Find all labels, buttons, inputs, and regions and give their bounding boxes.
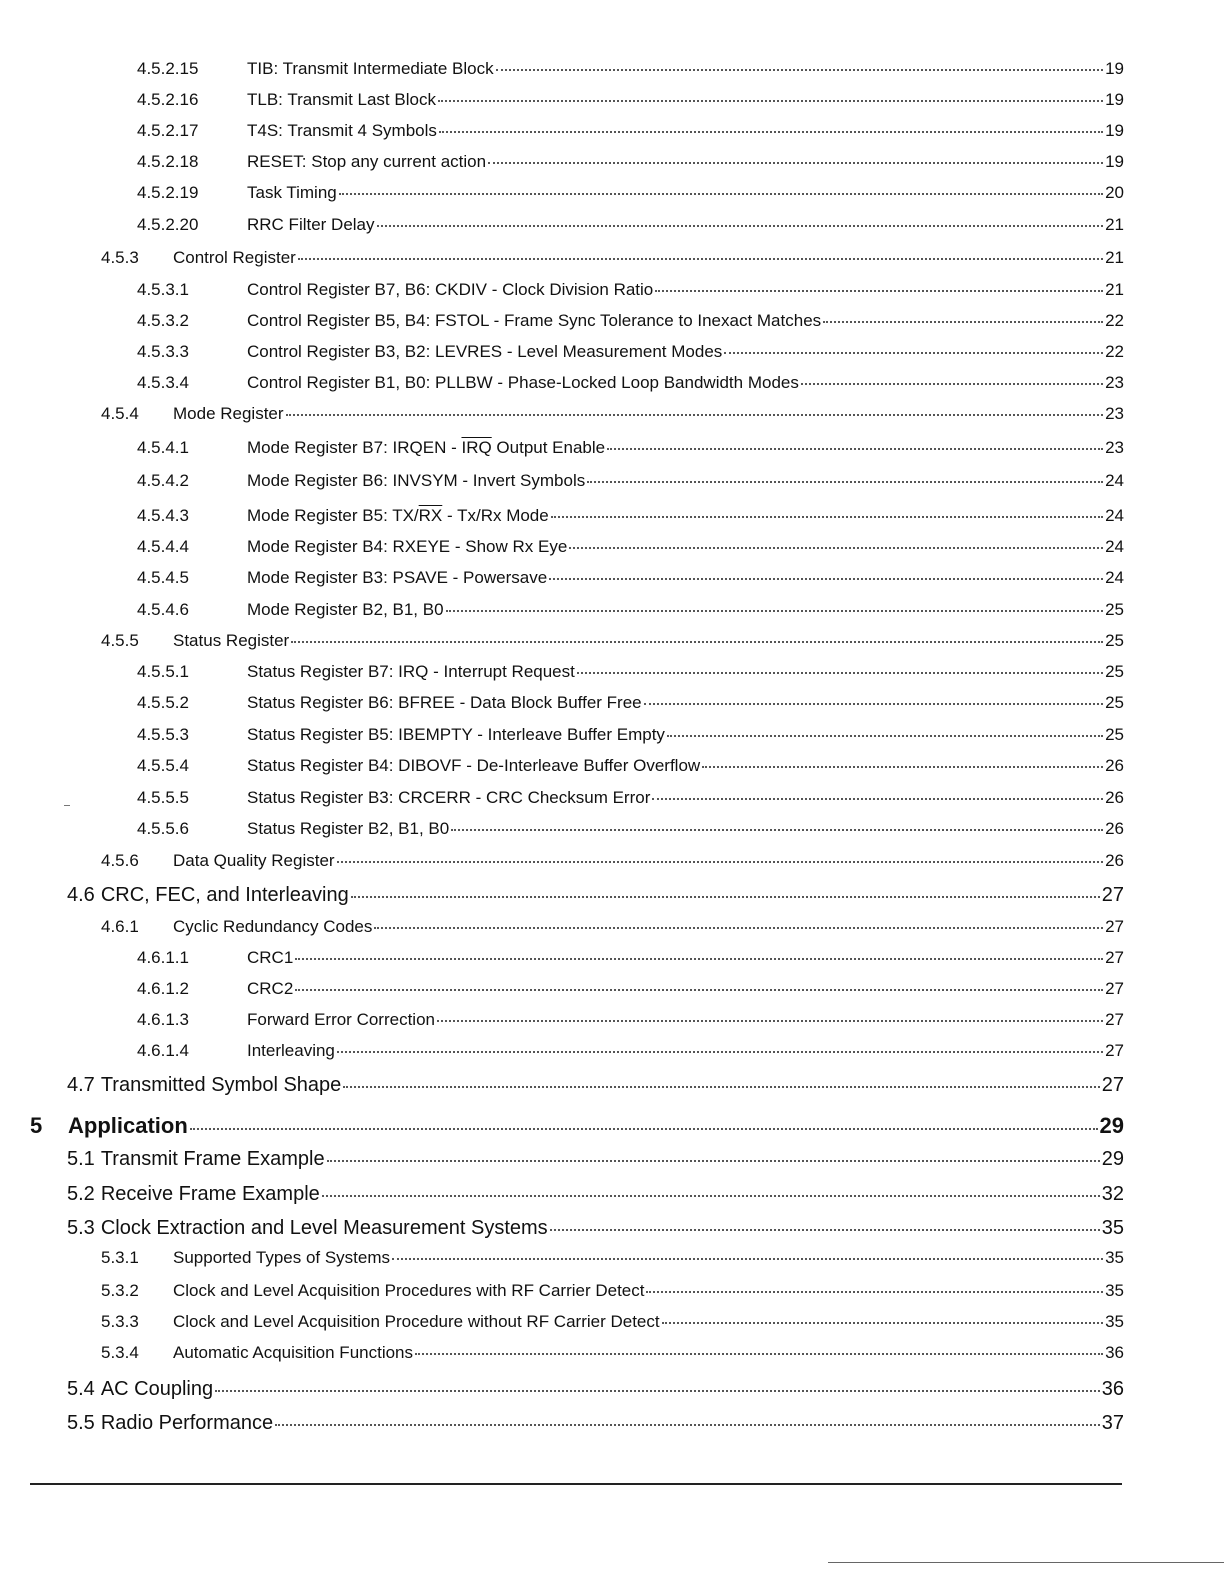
toc-entry-page: 24 — [1105, 537, 1124, 556]
dot-leader — [215, 1390, 1100, 1392]
dot-leader — [439, 131, 1103, 133]
dot-leader — [496, 69, 1103, 71]
toc-entry-title-text: Status Register B2, B1, B0 — [247, 819, 450, 838]
toc-entry-title-text: Clock Extraction and Level Measurement Systems — [100, 1217, 548, 1239]
toc-entry — [137, 152, 1124, 172]
toc-entry-number: 5.3.2 — [101, 1281, 139, 1300]
toc-entry-title — [247, 90, 436, 110]
toc-entry-title-overline: $\overline{IRQ}$ — [461, 438, 492, 457]
toc-entry-number: 4.5.2.19 — [137, 183, 199, 202]
toc-entry-title-text: Status Register B5: IBEMPTY - Interleave Buffer Empty — [247, 725, 665, 744]
dot-leader — [377, 225, 1104, 227]
toc-entry — [101, 1343, 1124, 1363]
toc-entry-title-text: Status Register B4: DIBOVF - De-Interleave Buffer Overflow — [247, 756, 701, 775]
toc-entry — [101, 248, 1124, 268]
dot-leader — [298, 258, 1103, 260]
toc-entry-number: 4.6.1.2 — [137, 979, 189, 998]
toc-entry-title — [247, 311, 821, 331]
footer-rule — [30, 1483, 1122, 1485]
toc-entry-number: 4.5.3 — [101, 248, 139, 267]
toc-entry-title-text: Status Register — [173, 631, 290, 650]
toc-entry-title — [247, 662, 575, 682]
toc-entry — [67, 1182, 1124, 1206]
toc-entry — [137, 506, 1124, 526]
toc-entry-title-text: Transmit Frame Example — [100, 1148, 325, 1170]
dot-leader — [607, 448, 1103, 450]
toc-entry-number: 4.5.5.5 — [137, 788, 189, 807]
toc-entry — [137, 183, 1124, 203]
toc-entry-title — [247, 506, 549, 526]
toc-entry-page: 29 — [1101, 1148, 1124, 1170]
toc-entry-title — [101, 1216, 548, 1240]
toc-entry-title — [68, 1113, 188, 1139]
toc-entry — [137, 471, 1124, 491]
toc-entry-number: 5.2 — [67, 1183, 95, 1205]
toc-entry — [137, 662, 1124, 682]
toc-entry-page: 21 — [1105, 280, 1124, 299]
toc-entry-title — [173, 631, 289, 651]
dot-leader — [374, 927, 1103, 929]
dot-leader — [415, 1353, 1103, 1355]
toc-entry-page: 25 — [1105, 693, 1124, 712]
toc-entry-title-text: Control Register B7, B6: CKDIV - Clock Division Ratio — [247, 280, 654, 299]
toc-entry-number: 4.5.3.1 — [137, 280, 189, 299]
toc-entry-title — [247, 537, 567, 557]
toc-entry-title-text: Supported Types of Systems — [173, 1248, 391, 1267]
toc-entry-title-text: CRC2 — [247, 979, 294, 998]
toc-entry — [101, 1312, 1124, 1332]
toc-entry-page: 23 — [1105, 438, 1124, 457]
toc-entry-number: 4.5.3.3 — [137, 342, 189, 361]
toc-entry-number: 5 — [30, 1113, 43, 1138]
toc-entry-title-text: Automatic Acquisition Functions — [173, 1343, 414, 1362]
toc-entry-title — [247, 819, 449, 839]
toc-entry-title-text: Cyclic Redundancy Codes — [173, 917, 373, 936]
toc-entry — [137, 600, 1124, 620]
toc-entry-title-text: Clock and Level Acquisition Procedure without RF Carrier Detect — [173, 1312, 660, 1331]
toc-entry-page: 24 — [1105, 471, 1124, 490]
toc-entry-title-text: Transmitted Symbol Shape — [100, 1074, 342, 1096]
toc-entry — [137, 568, 1124, 588]
toc-entry-title-text: Receive Frame Example — [100, 1183, 320, 1205]
toc-entry-title-text: Status Register B6: BFREE - Data Block Buffer Free — [247, 693, 642, 712]
toc-entry-title-tail: Output Enable — [491, 438, 606, 457]
margin-mark — [64, 805, 70, 806]
toc-entry-number: 4.6.1.4 — [137, 1041, 189, 1060]
toc-entry-number: 4.6.1 — [101, 917, 139, 936]
toc-entry-title — [247, 471, 585, 491]
toc-entry-page: 29 — [1099, 1113, 1124, 1138]
toc-entry-page: 26 — [1105, 788, 1124, 807]
toc-entry-title — [101, 1411, 273, 1435]
toc-entry-number: 4.5.2.18 — [137, 152, 199, 171]
toc-entry — [137, 59, 1124, 79]
dot-leader — [667, 735, 1103, 737]
toc-entry-page: 23 — [1105, 404, 1124, 423]
toc-entry-page: 26 — [1105, 756, 1124, 775]
toc-entry-number: 4.5.2.17 — [137, 121, 199, 140]
toc-entry-title — [101, 1377, 213, 1401]
dot-leader — [339, 193, 1103, 195]
toc-entry — [137, 1041, 1124, 1061]
toc-entry-number: 5.3.1 — [101, 1248, 139, 1267]
dot-leader — [549, 578, 1103, 580]
toc-entry-title-text: RESET: Stop any current action — [247, 152, 487, 171]
toc-entry — [101, 1281, 1124, 1301]
toc-entry — [101, 631, 1124, 651]
toc-entry-title — [101, 1073, 341, 1097]
toc-entry-title — [247, 725, 665, 745]
toc-entry — [137, 342, 1124, 362]
toc-entry-number: 5.3.3 — [101, 1312, 139, 1331]
toc-entry-title-text: Control Register B5, B4: FSTOL - Frame Sync Tolerance to Inexact Matches — [247, 311, 822, 330]
dot-leader — [275, 1424, 1100, 1426]
toc-entry-page: 35 — [1101, 1217, 1124, 1239]
toc-entry — [137, 215, 1124, 235]
toc-entry — [137, 788, 1124, 808]
toc-entry — [67, 1147, 1124, 1171]
toc-entry-number: 4.5.4.6 — [137, 600, 189, 619]
toc-entry-page: 27 — [1101, 884, 1124, 906]
toc-entry — [67, 1411, 1124, 1435]
toc-entry-title-text: Mode Register B7: IRQEN - — [247, 438, 462, 457]
toc-entry-title-text: Mode Register B2, B1, B0 — [247, 600, 444, 619]
toc-entry-title-text: Task Timing — [247, 183, 337, 202]
dot-leader — [437, 1020, 1103, 1022]
toc-entry-title-text: CRC1 — [247, 948, 294, 967]
toc-entry-title-text: Control Register B1, B0: PLLBW - Phase-Locked Loop Bandwidth Modes — [247, 373, 799, 392]
dot-leader — [322, 1195, 1100, 1197]
toc-entry-title — [247, 568, 547, 588]
dot-leader — [451, 829, 1103, 831]
toc-entry-title-text: Mode Register B4: RXEYE - Show Rx Eye — [247, 537, 568, 556]
toc-entry-number: 4.6.1.3 — [137, 1010, 189, 1029]
toc-entry-page: 19 — [1105, 59, 1124, 78]
toc-entry-page: 35 — [1105, 1248, 1124, 1267]
toc-entry-title-text: Radio Performance — [100, 1412, 274, 1434]
toc-entry-title-text: Forward Error Correction — [247, 1010, 435, 1029]
toc-entry-page: 37 — [1101, 1412, 1124, 1434]
toc-entry-number: 4.5.2.15 — [137, 59, 199, 78]
toc-entry-page: 21 — [1105, 215, 1124, 234]
toc-entry-title — [247, 600, 444, 620]
toc-entry-number: 4.5.3.4 — [137, 373, 189, 392]
toc-entry-title-text: Application — [68, 1113, 188, 1138]
toc-entry-number: 4.5.6 — [101, 851, 139, 870]
toc-entry-title — [247, 152, 486, 172]
toc-entry-page: 27 — [1105, 1010, 1124, 1029]
dot-leader — [488, 162, 1103, 164]
toc-entry-title-text: Mode Register — [173, 404, 284, 423]
toc-entry-number: 4.6 — [67, 884, 95, 906]
toc-entry — [137, 373, 1124, 393]
toc-entry-title — [173, 248, 296, 268]
toc-entry — [67, 1216, 1124, 1240]
dot-leader — [801, 383, 1103, 385]
toc-entry-page: 22 — [1105, 342, 1124, 361]
dot-leader — [702, 766, 1103, 768]
toc-entry-title-text: TIB: Transmit Intermediate Block — [247, 59, 494, 78]
toc-entry-page: 35 — [1105, 1312, 1124, 1331]
toc-entry-title-text: Data Quality Register — [173, 851, 335, 870]
toc-entry — [101, 917, 1124, 937]
toc-entry-page: 25 — [1105, 631, 1124, 650]
toc-entry — [101, 404, 1124, 424]
dot-leader — [646, 1291, 1103, 1293]
toc-entry-title — [173, 1312, 660, 1332]
toc-entry — [137, 438, 1124, 458]
toc-entry-title — [101, 1147, 325, 1171]
toc-entry-page: 36 — [1105, 1343, 1124, 1362]
toc-entry-page: 19 — [1105, 152, 1124, 171]
toc-entry-number: 4.5.5.2 — [137, 693, 189, 712]
toc-entry-title-text: Control Register — [173, 248, 296, 267]
toc-entry-page: 25 — [1105, 662, 1124, 681]
toc-entry — [101, 851, 1124, 871]
toc-entry-title-text: Mode Register B6: INVSYM - Invert Symbols — [247, 471, 586, 490]
toc-entry-title — [247, 373, 799, 393]
toc-entry-page: 27 — [1105, 917, 1124, 936]
dot-leader — [392, 1258, 1103, 1260]
dot-leader — [569, 547, 1103, 549]
toc-entry-number: 4.5.2.20 — [137, 215, 199, 234]
toc-entry — [137, 1010, 1124, 1030]
toc-entry-number: 4.6.1.1 — [137, 948, 189, 967]
toc-entry-number: 5.4 — [67, 1378, 95, 1400]
toc-entry-page: 27 — [1105, 1041, 1124, 1060]
toc-entry-number: 4.5.4.1 — [137, 438, 189, 457]
toc-entry — [137, 819, 1124, 839]
toc-entry — [137, 693, 1124, 713]
dot-leader — [327, 1160, 1100, 1162]
toc-entry — [67, 1377, 1124, 1401]
toc-entry-title — [247, 342, 722, 362]
toc-entry-number: 4.5.5.3 — [137, 725, 189, 744]
toc-entry-title-overline: $\overline{RX}$ — [418, 506, 443, 525]
toc-entry-page: 32 — [1101, 1183, 1124, 1205]
toc-entry-title — [247, 979, 293, 999]
toc-entry-page: 27 — [1101, 1074, 1124, 1096]
toc-entry-title — [173, 851, 335, 871]
dot-leader — [438, 100, 1103, 102]
toc-entry-title — [247, 693, 642, 713]
toc-entry — [67, 883, 1124, 907]
toc-entry-page: 26 — [1105, 851, 1124, 870]
toc-entry-title — [247, 215, 375, 235]
dot-leader — [587, 481, 1103, 483]
toc-entry-page: 23 — [1105, 373, 1124, 392]
page-edge-line — [828, 1562, 1224, 1563]
toc-entry-number: 4.5.4 — [101, 404, 139, 423]
toc-entry-title-text: Clock and Level Acquisition Procedures with RF Carrier Detect — [173, 1281, 645, 1300]
toc-entry-title-text: Control Register B3, B2: LEVRES - Level Measurement Modes — [247, 342, 723, 361]
toc-entry-number: 5.5 — [67, 1412, 95, 1434]
toc-entry-page: 35 — [1105, 1281, 1124, 1300]
toc-entry-page: 21 — [1105, 248, 1124, 267]
toc-entry-title — [173, 1281, 644, 1301]
toc-entry — [30, 1113, 1124, 1139]
toc-entry-title — [247, 788, 650, 808]
toc-entry — [137, 979, 1124, 999]
dot-leader — [823, 321, 1103, 323]
toc-entry-number: 5.1 — [67, 1148, 95, 1170]
toc-entry-title — [247, 183, 337, 203]
toc-entry — [137, 90, 1124, 110]
toc-entry — [101, 1248, 1124, 1268]
dot-leader — [351, 896, 1100, 898]
dot-leader — [337, 861, 1104, 863]
dot-leader — [291, 641, 1103, 643]
toc-entry-page: 26 — [1105, 819, 1124, 838]
dot-leader — [655, 290, 1103, 292]
toc-entry-number: 4.5.3.2 — [137, 311, 189, 330]
toc-entry-title-text: CRC, FEC, and Interleaving — [100, 884, 349, 906]
dot-leader — [577, 672, 1103, 674]
toc-entry-title — [173, 1248, 390, 1268]
toc-entry-page: 19 — [1105, 121, 1124, 140]
toc-entry-title-text: Interleaving — [247, 1041, 335, 1060]
toc-entry-number: 4.5.4.3 — [137, 506, 189, 525]
toc-entry-title-text: Status Register B7: IRQ - Interrupt Request — [247, 662, 575, 681]
toc-entry-number: 4.5.5 — [101, 631, 139, 650]
toc-entry — [137, 311, 1124, 331]
toc-entry-title-text: Status Register B3: CRCERR - CRC Checksum Error — [247, 788, 651, 807]
toc-entry-title-text: Mode Register B5: TX/ — [247, 506, 419, 525]
toc-entry — [137, 725, 1124, 745]
toc-entry-title — [101, 1182, 320, 1206]
toc-entry-title-text: RRC Filter Delay — [247, 215, 375, 234]
toc-entry-title — [247, 756, 700, 776]
dot-leader — [337, 1051, 1103, 1053]
toc-entry-title — [247, 438, 605, 458]
toc-entry-title — [247, 1041, 335, 1061]
toc-entry-title-tail: - Tx/Rx Mode — [442, 506, 549, 525]
dot-leader — [550, 1229, 1100, 1231]
toc-entry-page: 27 — [1105, 948, 1124, 967]
toc-entry-title-text: TLB: Transmit Last Block — [247, 90, 436, 109]
toc-entry-title — [247, 948, 293, 968]
toc-entry-title — [247, 1010, 435, 1030]
toc-entry-title — [173, 917, 372, 937]
toc-entry — [137, 948, 1124, 968]
toc-entry-title-text: AC Coupling — [100, 1378, 214, 1400]
toc-entry-number: 4.7 — [67, 1074, 95, 1096]
toc-entry-number: 4.5.2.16 — [137, 90, 199, 109]
toc-entry-number: 5.3 — [67, 1217, 95, 1239]
toc-entry-page: 19 — [1105, 90, 1124, 109]
toc-entry-number: 4.5.4.5 — [137, 568, 189, 587]
toc-entry — [137, 280, 1124, 300]
toc-entry-number: 4.5.5.1 — [137, 662, 189, 681]
dot-leader — [295, 989, 1103, 991]
dot-leader — [446, 610, 1104, 612]
toc-entry-page: 24 — [1105, 506, 1124, 525]
toc-entry-page: 27 — [1105, 979, 1124, 998]
toc-entry-title — [173, 1343, 413, 1363]
toc-entry-title — [247, 280, 653, 300]
toc-entry — [137, 537, 1124, 557]
toc-entry-title — [247, 59, 494, 79]
toc-entry-page: 25 — [1105, 725, 1124, 744]
toc-entry-number: 4.5.5.6 — [137, 819, 189, 838]
toc-entry-title-text: Mode Register B3: PSAVE - Powersave — [247, 568, 548, 587]
dot-leader — [724, 352, 1103, 354]
toc-entry-page: 22 — [1105, 311, 1124, 330]
dot-leader — [644, 703, 1103, 705]
toc-entry-number: 4.5.5.4 — [137, 756, 189, 775]
dot-leader — [190, 1128, 1098, 1130]
toc-entry-title — [173, 404, 284, 424]
toc-entry-title — [101, 883, 349, 907]
toc-entry-title — [247, 121, 437, 141]
toc-entry — [137, 121, 1124, 141]
toc-entry-number: 4.5.4.4 — [137, 537, 189, 556]
dot-leader — [551, 516, 1103, 518]
toc-entry — [67, 1073, 1124, 1097]
toc-entry — [137, 756, 1124, 776]
toc-entry-title-text: T4S: Transmit 4 Symbols — [247, 121, 437, 140]
toc-entry-number: 4.5.4.2 — [137, 471, 189, 490]
toc-entry-page: 24 — [1105, 568, 1124, 587]
toc-entry-number: 5.3.4 — [101, 1343, 139, 1362]
dot-leader — [295, 958, 1103, 960]
toc-entry-page: 36 — [1101, 1378, 1124, 1400]
dot-leader — [652, 798, 1103, 800]
toc-entry-page: 20 — [1105, 183, 1124, 202]
toc-entry-page: 25 — [1105, 600, 1124, 619]
dot-leader — [343, 1086, 1099, 1088]
dot-leader — [286, 414, 1104, 416]
dot-leader — [662, 1322, 1103, 1324]
